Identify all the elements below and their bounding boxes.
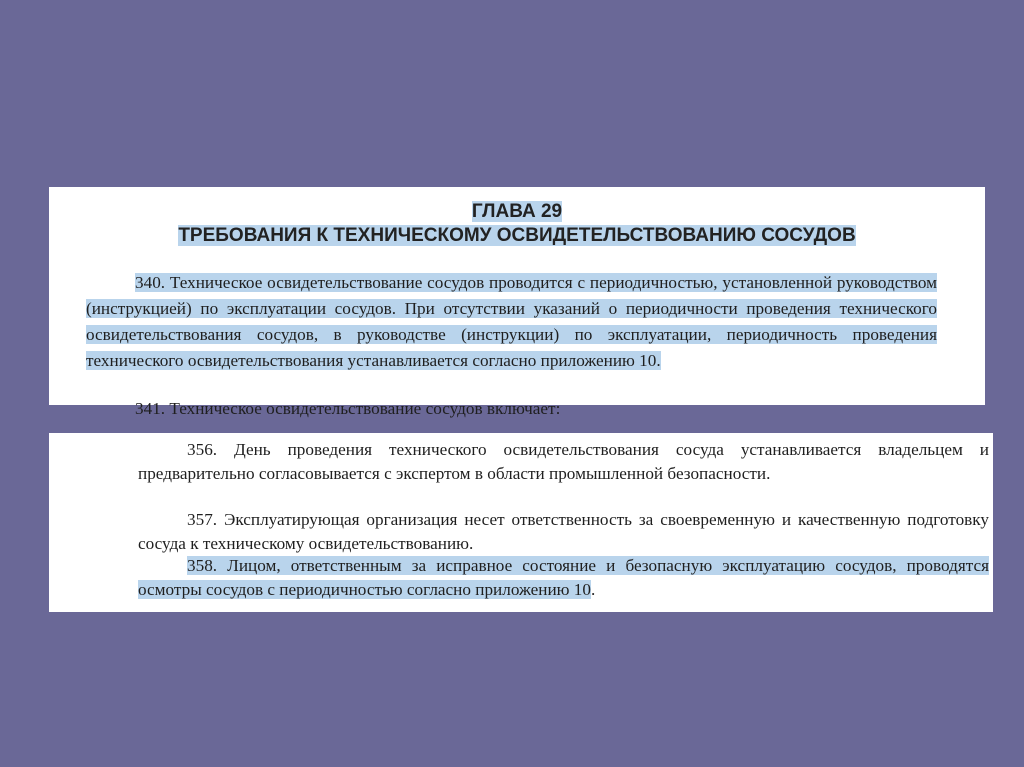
paragraph-357: 357. Эксплуатирующая организация несет ответственность за своевременную и качественную подготовку сосуда к техническому освидетельствованию. — [138, 510, 989, 553]
paragraph-358-period: . — [590, 580, 596, 599]
chapter-subtitle-text: ТРЕБОВАНИЯ К ТЕХНИЧЕСКОМУ ОСВИДЕТЕЛЬСТВОВАНИЮ СОСУДОВ — [178, 225, 856, 246]
chapter-title-text: ГЛАВА 29 — [471, 201, 563, 222]
chapter-title — [49, 200, 985, 223]
paragraph-340 — [86, 270, 937, 374]
paragraph-358-text: 358. Лицом, ответственным за исправное состояние и безопасную эксплуатацию сосудов, проводятся осмотры сосудов с периодичностью согласно приложению 10 — [138, 556, 989, 599]
paragraph-356: 356. День проведения технического освидетельствования сосуда устанавливается владельцем и предварительно согласовывается с экспертом в области промышленной безопасности. — [138, 440, 989, 483]
document-excerpt-chapter-29 — [49, 187, 985, 418]
paragraph-341-cut-off: 341. Техническое освидетельствование сосудов включает: — [135, 399, 561, 418]
paragraph-358 — [138, 554, 989, 602]
document-excerpt-paragraphs-356-358 — [49, 433, 993, 612]
chapter-subtitle — [49, 224, 985, 247]
paragraph-340-text: 340. Техническое освидетельствование сосудов проводится с периодичностью, установленной руководством (инструкцией) по эксплуатации сосудов. При отсутствии указаний о периодичности проведения технического освидетельствования сосудов, в руководстве (инструкции) по эксплуатации, периодичность проведения технического освидетельствования устанавливается согласно приложению 10. — [86, 273, 937, 370]
